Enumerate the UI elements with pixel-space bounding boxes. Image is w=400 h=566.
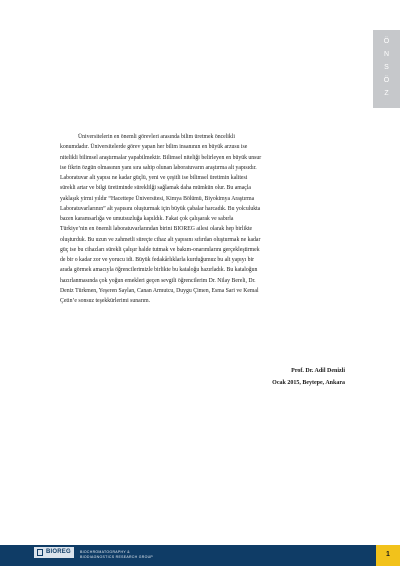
signature-date-place: Ocak 2015, Beytepe, Ankara — [272, 380, 345, 386]
body-line: de bir o kadar zor ve yorucu idi. Büyük fedakârlıklarla kurduğumuz bu alt yapıyı bir — [60, 257, 255, 263]
body-line: konumdadır. Üniversitelerde görev yapan her bilim insanının en büyük arzusu ise — [60, 144, 248, 151]
body-line: sürekli artar ve bilgi üretiminde süreklilği sağlamak daha mümkün olur. Bu amaçla — [60, 185, 251, 192]
body-line: ise fikrin özgün olmasının yanı sıra sahip olunan laboratuvarın araştırma alt yapısıdır. — [60, 164, 257, 171]
logo-text: BIOREG — [46, 549, 71, 555]
body-line: güç ise bu cihazları sürekli çalışır halde tutmak ve bakım-onarımlarını gerçekleştirmek — [60, 246, 260, 253]
preface-paragraph — [60, 132, 345, 306]
page-number: 1 — [386, 551, 390, 558]
preface-body — [60, 132, 345, 306]
body-line: Türkiye’nin en önemli laboratuvarlarından birini BIOREG ailesi olarak hep birlikte — [60, 226, 253, 233]
body-line: yaklaşık yirmi yıldır “Hacettepe Üniversitesi, Kimya Bölümü, Biyokimya Araştırma — [60, 195, 255, 202]
body-line: hazırlanmasında çok yoğun emekleri geçen sevgili öğrencilerim Dr. Nilay Bereli, Dr. — [60, 277, 256, 284]
body-line: Deniz Türkmen, Yeşeren Saylan, Canan Armutcu, Duygu Çimen, Esma Sari ve Kemal — [60, 287, 259, 294]
body-line: arada görmek amacıyla öğrencilerimizle birlikte bu kataloğu hazırladık. Bu kataloğun — [60, 267, 258, 274]
body-line: Laboratuvarlarının” alt yapısını oluşturmak için büyük çabalar harcadık. Bu yolculukta — [60, 205, 261, 212]
body-line: Çetin’e sonsuz teşekkürlerimi sunarım. — [60, 298, 151, 304]
section-tab-letter: N — [383, 51, 390, 58]
footer-group-line1: BIOCHROMATOGRAPHY & — [80, 550, 130, 554]
section-tab-letter: Z — [384, 90, 389, 97]
body-line: nitelikli bilimsel araştırmalar yapabilmektir. Bilimsel niteliği belirleyen en büyük unsur — [60, 154, 262, 161]
section-tab-letter: Ö — [383, 77, 390, 84]
signature-name: Prof. Dr. Adil Denizli — [291, 368, 345, 374]
bioreg-logo-icon — [37, 549, 43, 556]
body-line: Laboratuvar alt yapısı ne kadar güçlü, yeni ve çeşitli ise bilimsel üretimin kalitesi — [60, 175, 248, 181]
section-tab-letter: Ö — [383, 38, 390, 45]
body-line: Üniversitelerin en önemli görevleri arasında bilim üretmek öncelikli — [78, 134, 235, 140]
body-line: bazen karamsarlığa ve umutsuzluğa kapıldık. Fakat çok çalışarak ve sabırla — [60, 216, 234, 222]
section-tab-letter: S — [384, 64, 389, 71]
footer-group-line2: BIODIAGNOSTICS RESEARCH GROUP — [80, 555, 154, 559]
body-line: oluşturduk. Bu uzun ve zahmetli süreçte cihaz alt yapısını sıfırdan oluşturmak ne kadar — [60, 236, 261, 243]
